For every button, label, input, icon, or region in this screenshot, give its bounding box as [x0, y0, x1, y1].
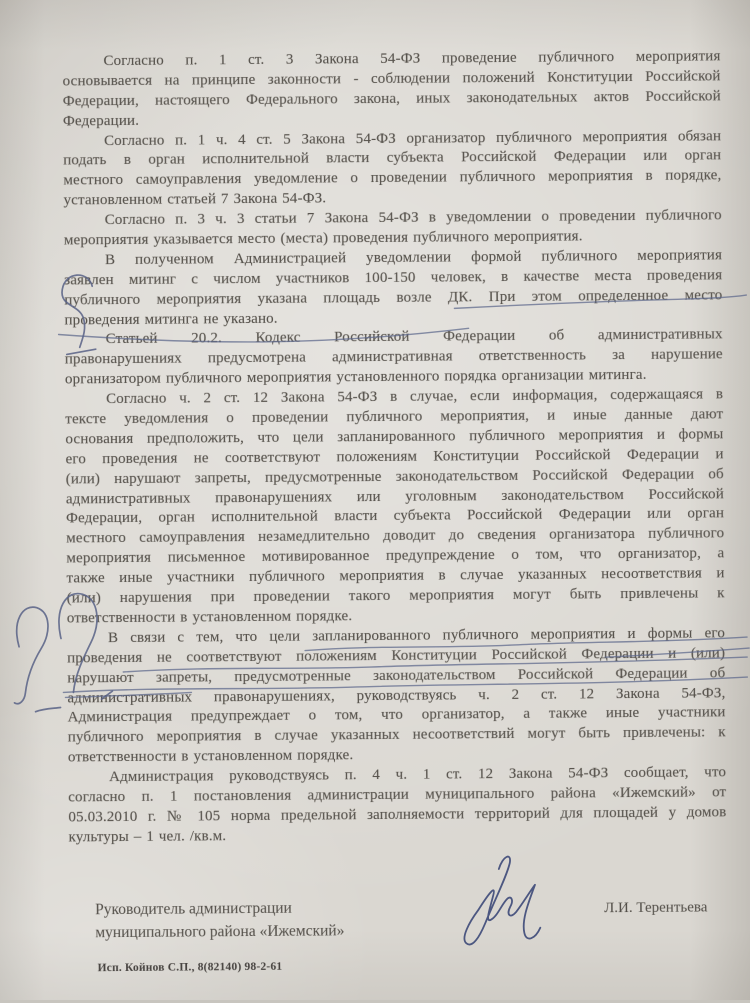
text-line: Согласно п. 1 ст. 3 Закона 54-ФЗ проведение публичного мероприятия — [103, 48, 721, 70]
text-line: нарушают запреты, предусмотренные законодательством Российской Федерации об — [67, 664, 726, 687]
text-line: местного самоуправления незамедлительно доводит до сведения организатора публичного — [66, 525, 725, 547]
text-line: В полученном Администрацией уведомлении формой публичного мероприятия — [104, 247, 723, 269]
paragraph-7 — [67, 624, 726, 768]
text-line: (или) нарушают запреты, предусмотренные законодательством Российской Федерации об — [65, 465, 724, 488]
text-line: публичного мероприятия указана площадь возле ДК. При этом определенное место — [64, 286, 723, 309]
paragraph-5 — [65, 326, 723, 391]
text-line: организатором публичного мероприятия установленного порядка организации митинга. — [64, 367, 647, 388]
text-line: согласно п. 1 постановления администрации муниципального района «Ижемский» от — [68, 784, 727, 806]
signature-title-line2: муниципального района «Ижемский» — [95, 922, 345, 942]
text-line: основания предположить, что цели запланированного публичного мероприятия и формы — [65, 426, 724, 448]
text-line: Администрация руководствуясь п. 4 ч. 1 ст. 12 Закона 54-ФЗ сообщает, что — [109, 764, 727, 786]
document-body — [62, 47, 726, 848]
paragraph-2 — [63, 127, 722, 212]
text-line: тексте уведомления о проведении публичного мероприятия, и иные данные дают — [65, 406, 724, 428]
text-line: установленном статьей 7 Закона 54-ФЗ. — [63, 190, 327, 209]
text-line: основывается на принципе законности - соблюдении положений Конституции Российской — [62, 68, 721, 90]
text-line: административных правонарушениях или уголовным законодательством Российской — [65, 485, 724, 508]
paragraph-1 — [62, 47, 721, 132]
text-line: Федерации, настоящего Федерального закона, иных законодательных актов Российской — [62, 88, 721, 110]
paragraph-8 — [68, 763, 727, 848]
paragraph-6 — [65, 385, 725, 629]
text-line: мероприятия указывается место (места) проведения публичного мероприятия. — [63, 228, 583, 249]
text-line: его проведения не соответствуют положениям Конституции Российской Федерации и — [65, 446, 724, 468]
text-line: (или) нарушения при проведении такого мероприятия могут быть привлечены к — [66, 585, 725, 607]
text-line: Статьей 20.2. Кодекс Российской Федерации об административных — [105, 326, 723, 348]
text-line: ответственности в установленном порядке. — [67, 747, 354, 766]
executor-note: Исп. Койнов С.П., 8(82140) 98-2-61 — [97, 960, 283, 975]
text-line: подать в орган исполнительной власти субъекта Российской Федерации или орган — [63, 147, 722, 169]
text-line: ответственности в установленном порядке. — [66, 608, 353, 627]
text-line: административных правонарушениях, руководствуясь ч. 2 ст. 12 Закона 54-ФЗ, — [67, 684, 726, 706]
text-line: В связи с тем, что цели запланированного публичного мероприятия и формы его — [107, 625, 726, 646]
text-line: 05.03.2010 г. № 105 норма предельной заполняемости территорий для площадей у домов — [68, 804, 727, 826]
text-line: Администрация предупреждает о том, что организатор, а также иные участники — [67, 704, 726, 726]
text-line: проведения не соответствуют положениям Конституции Российской Федерации и (или) — [67, 644, 726, 667]
text-line: местного самоуправления уведомление о проведении публичного мероприятия в порядке, — [63, 167, 722, 189]
text-line: мероприятия письменное мотивированное предупреждение о том, что организатор, а — [66, 545, 725, 567]
text-line: также иные участники публичного мероприятия в случае указанных несоответствия и — [66, 565, 725, 587]
text-line: проведения митинга не указано. — [64, 310, 278, 329]
text-line: публичного мероприятия в случае указанных несоответствий могут быть привлечены: к — [67, 724, 726, 746]
text-line: заявлен митинг с числом участников 100-150 человек, в качестве места проведения — [64, 267, 723, 289]
text-line: Согласно п. 1 ч. 4 ст. 5 Закона 54-ФЗ организатор публичного мероприятия обязан — [104, 127, 722, 149]
text-line: правонарушениях предусмотрена административная ответственность за нарушение — [64, 346, 723, 368]
text-line: культуры – 1 чел. /кв.м. — [68, 827, 227, 846]
signer-name: Л.И. Терентьева — [604, 899, 708, 917]
signature-title-line1: Руководитель администрации — [95, 899, 292, 919]
text-line: Согласно п. 3 ч. 3 статьи 7 Закона 54-ФЗ в уведомлении о проведении публичного — [104, 207, 722, 229]
text-line: Согласно ч. 2 ст. 12 Закона 54-ФЗ в случае, если информация, содержащаяся в — [106, 386, 724, 408]
text-line: Федерации, орган исполнительной власти субъекта Российской Федерации или орган — [66, 505, 725, 527]
signature-position-title — [95, 896, 385, 944]
text-line: Федерации. — [62, 112, 140, 130]
signature-ink — [464, 856, 541, 944]
paragraph-4 — [64, 246, 723, 331]
paragraph-3 — [64, 206, 722, 251]
